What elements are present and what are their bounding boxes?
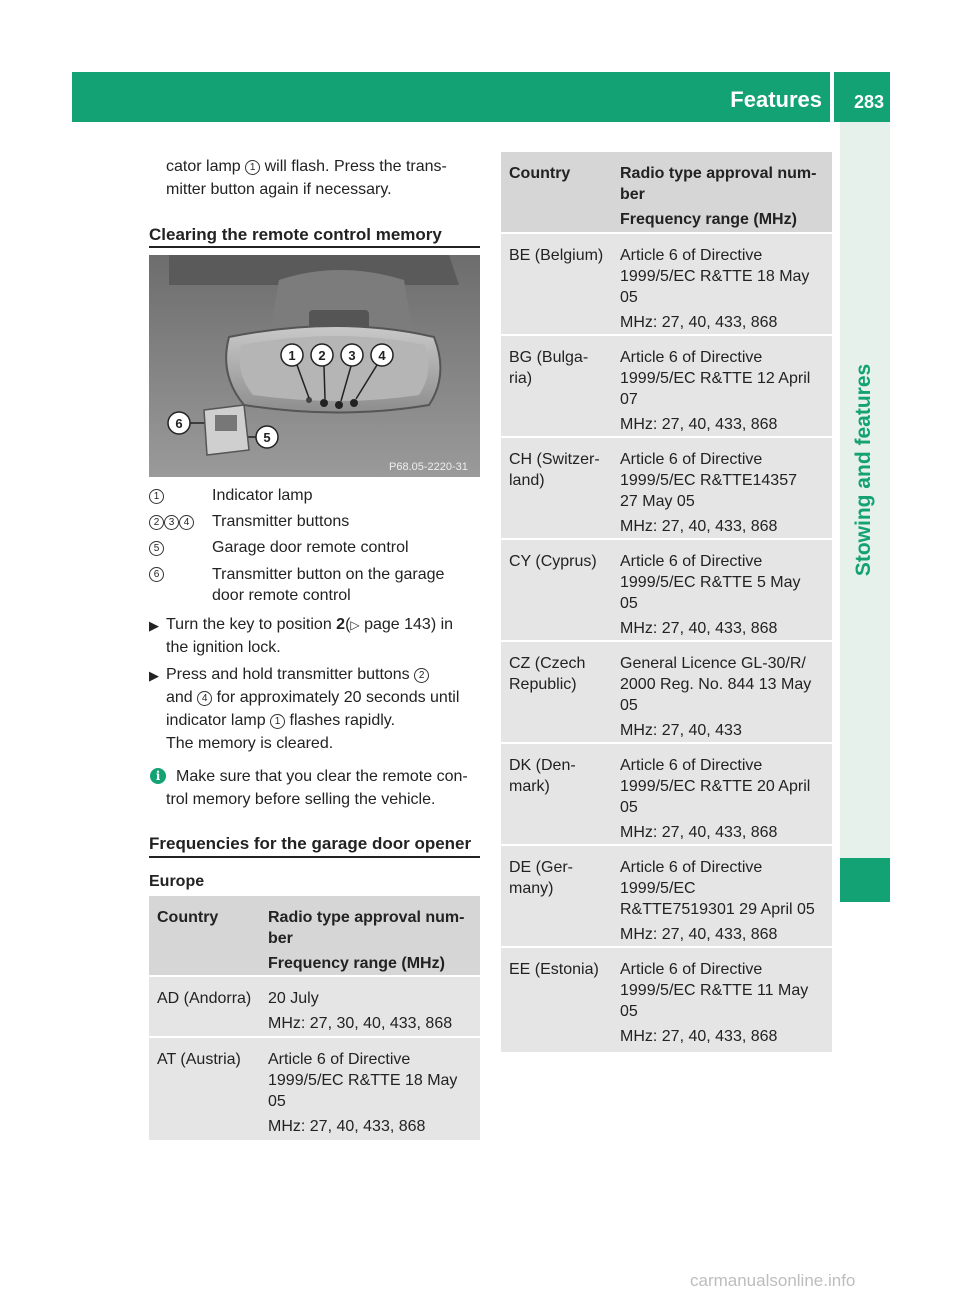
cell-text: General Licence GL-30/R/ — [620, 655, 806, 672]
cell-country — [509, 959, 609, 980]
step-2-result: The memory is cleared. — [166, 735, 334, 752]
legend-text: Transmitter button on the garage door remote control — [212, 566, 445, 604]
cell-text: Article 6 of Directive — [620, 451, 763, 468]
heading-rule — [149, 856, 480, 858]
photo-callout: 1 — [288, 348, 296, 363]
cell-text: R&TTE7519301 29 April 05 — [620, 901, 815, 918]
cell-mhz: MHz: 27, 40, 433, 868 — [620, 824, 778, 841]
cell-text: DK (Den- — [509, 757, 576, 774]
legend-key — [149, 537, 164, 559]
cell-approval — [620, 755, 810, 843]
step-text: Turn the key to position — [166, 616, 337, 633]
info-line-1: Make sure that you clear the remote con- — [176, 768, 468, 785]
photo-callout: 5 — [263, 430, 271, 445]
cell-mhz: MHz: 27, 30, 40, 433, 868 — [268, 1015, 453, 1032]
heading-frequencies: Frequencies for the garage door opener — [149, 834, 472, 853]
photo-callout: 2 — [318, 348, 326, 363]
cell-text: Article 6 of Directive — [620, 757, 763, 774]
cell-text: 05 — [620, 799, 638, 816]
cell-text: mark) — [509, 778, 550, 795]
step-text: and — [166, 689, 198, 706]
callout-number: 5 — [149, 541, 164, 556]
header-divider — [830, 72, 834, 122]
cell-text: CH (Switzer- — [509, 451, 600, 468]
table-row — [149, 1038, 480, 1140]
cell-text: 07 — [620, 391, 638, 408]
cell-text: 05 — [620, 595, 638, 612]
table-row — [501, 744, 832, 844]
intro-text: cator lamp — [166, 158, 246, 175]
cell-country: AD (Andorra) — [157, 990, 252, 1007]
callout-number: 1 — [149, 489, 164, 504]
cell-text: 1999/5/EC R&TTE 11 May — [620, 982, 809, 999]
page-reference[interactable]: page 143) in — [364, 616, 454, 633]
cell-text: CY (Cyprus) — [509, 553, 597, 570]
intro-line-2: mitter button again if necessary. — [166, 181, 392, 198]
cell-text: Article 6 of Directive — [268, 1051, 411, 1068]
cell-approval — [620, 245, 809, 333]
region-label: Europe — [149, 873, 205, 890]
callout-number: 1 — [270, 714, 285, 729]
table-row — [501, 948, 832, 1052]
photo-callout: 3 — [348, 348, 356, 363]
callout-number: 2 — [149, 515, 164, 530]
callout-number: 4 — [197, 691, 212, 706]
key-position: 2 — [336, 616, 346, 633]
cell-text: 05 — [268, 1093, 286, 1110]
header-country: Country — [509, 165, 571, 182]
side-tab-label: Stowing and features — [852, 363, 875, 577]
cell-text: BE (Belgium) — [509, 247, 604, 264]
cell-country — [509, 857, 609, 899]
photo-code: P68.05-2220-31 — [389, 461, 468, 473]
cell-mhz: MHz: 27, 40, 433, 868 — [620, 620, 778, 637]
cell-approval — [620, 347, 810, 435]
cell-text: ria) — [509, 370, 533, 387]
cell-text: DE (Ger- — [509, 859, 573, 876]
cell-country — [509, 245, 609, 266]
table-row — [501, 234, 832, 334]
header-approval — [620, 163, 816, 230]
cell-country — [509, 347, 609, 389]
cell-text: Article 6 of Directive — [620, 859, 763, 876]
info-line-2: trol memory before selling the vehicle. — [166, 791, 436, 808]
table-row — [501, 642, 832, 742]
cell-text: land) — [509, 472, 545, 489]
header-text: Frequency range (MHz) — [268, 955, 445, 972]
table-row — [501, 438, 832, 538]
table-header — [501, 152, 832, 232]
cell-approval — [620, 551, 801, 639]
cell-text: 1999/5/EC R&TTE 5 May — [620, 574, 801, 591]
heading-clearing: Clearing the remote control memory — [149, 225, 442, 244]
step-arrow-icon: ▶ — [149, 618, 159, 633]
mirror-photo — [149, 255, 480, 477]
footer-watermark: carmanualsonline.info — [690, 1271, 856, 1290]
step-text: Press and hold transmitter buttons — [166, 666, 415, 683]
step-text: ( — [345, 616, 351, 633]
header-country: Country — [157, 909, 219, 926]
callout-number: 4 — [179, 515, 194, 530]
header-text: ber — [620, 186, 645, 203]
header-text: ber — [268, 930, 293, 947]
step-2-line-1 — [166, 664, 429, 686]
cell-text: Article 6 of Directive — [620, 349, 763, 366]
step-text: flashes rapidly. — [285, 712, 396, 729]
table-row — [501, 336, 832, 436]
cell-text: 1999/5/EC R&TTE 12 April — [620, 370, 811, 387]
callout-number: 6 — [149, 567, 164, 582]
info-icon: i — [150, 768, 166, 784]
legend-text: Transmitter buttons — [212, 513, 350, 530]
header-text: Radio type approval num- — [268, 909, 465, 926]
cell-country: AT (Austria) — [157, 1051, 241, 1068]
cell-mhz: MHz: 27, 40, 433, 868 — [620, 518, 778, 535]
photo-callout: 6 — [175, 416, 183, 431]
cell-approval — [620, 653, 811, 741]
cell-text: Article 6 of Directive — [620, 961, 763, 978]
cell-approval — [268, 988, 452, 1034]
cell-text: 20 July — [268, 990, 319, 1007]
cell-text: EE (Estonia) — [509, 961, 599, 978]
step-arrow-icon: ▶ — [149, 668, 159, 683]
cell-text: Article 6 of Directive — [620, 553, 763, 570]
cell-mhz: MHz: 27, 40, 433 — [620, 722, 742, 739]
cell-text: 05 — [620, 1003, 638, 1020]
callout-number: 1 — [245, 160, 260, 175]
cell-mhz: MHz: 27, 40, 433, 868 — [620, 926, 778, 943]
cell-text: 05 — [620, 289, 638, 306]
photo-callout: 4 — [378, 348, 386, 363]
cell-text: 1999/5/EC R&TTE 18 May — [620, 268, 810, 285]
legend-text: Garage door remote control — [212, 539, 409, 556]
cell-text: 2000 Reg. No. 844 13 May — [620, 676, 812, 693]
cell-mhz: MHz: 27, 40, 433, 868 — [620, 1028, 778, 1045]
legend-key — [149, 485, 164, 507]
intro-line-1 — [166, 156, 447, 178]
step-2-line-3 — [166, 710, 395, 732]
cell-approval — [620, 449, 797, 537]
side-tab-marker — [840, 858, 890, 902]
cell-mhz: MHz: 27, 40, 433, 868 — [268, 1118, 426, 1135]
cell-text: 1999/5/EC R&TTE 18 May — [268, 1072, 458, 1089]
table-row — [501, 846, 832, 946]
frequency-table-left — [149, 896, 480, 1140]
cell-country — [509, 551, 609, 572]
section-title: Features — [730, 87, 822, 112]
cell-approval — [268, 1049, 457, 1137]
cell-text: Article 6 of Directive — [620, 247, 763, 264]
cell-approval — [620, 857, 815, 945]
cell-approval — [620, 959, 808, 1047]
cell-text: 1999/5/EC R&TTE 20 April — [620, 778, 811, 795]
intro-text: will flash. Press the trans- — [260, 158, 447, 175]
cell-country — [509, 653, 609, 695]
legend-key — [149, 511, 194, 533]
cell-country — [509, 755, 609, 797]
cell-text: BG (Bulga- — [509, 349, 589, 366]
cell-text: 1999/5/EC R&TTE14357 — [620, 472, 797, 489]
mirror-illustration — [149, 255, 480, 477]
step-text: indicator lamp — [166, 712, 271, 729]
header-approval — [268, 907, 464, 974]
header-text: Radio type approval num- — [620, 165, 817, 182]
page-number: 283 — [853, 92, 884, 112]
heading-rule — [149, 246, 480, 248]
cell-mhz: MHz: 27, 40, 433, 868 — [620, 314, 778, 331]
callout-number: 3 — [164, 515, 179, 530]
cell-mhz: MHz: 27, 40, 433, 868 — [620, 416, 778, 433]
frequency-table-right — [501, 152, 832, 1052]
table-header — [149, 896, 480, 975]
cell-text: CZ (Czech — [509, 655, 586, 672]
table-row — [149, 977, 480, 1036]
header-text: Frequency range (MHz) — [620, 211, 797, 228]
step-1-line-1 — [166, 614, 453, 636]
cell-text: 05 — [620, 697, 638, 714]
cell-text: 27 May 05 — [620, 493, 695, 510]
legend-key — [149, 563, 164, 585]
step-1-line-2: the ignition lock. — [166, 639, 281, 656]
page-header — [72, 72, 890, 122]
step-text: for approximately 20 seconds until — [212, 689, 460, 706]
cell-text: Republic) — [509, 676, 577, 693]
legend-text: Indicator lamp — [212, 487, 313, 504]
cell-text: 1999/5/EC — [620, 880, 696, 897]
table-row — [501, 540, 832, 640]
cell-text: many) — [509, 880, 554, 897]
step-2-line-2 — [166, 687, 459, 709]
callout-number: 2 — [414, 668, 429, 683]
page-ref-arrow-icon: ▷ — [350, 618, 360, 632]
cell-country — [509, 449, 609, 491]
